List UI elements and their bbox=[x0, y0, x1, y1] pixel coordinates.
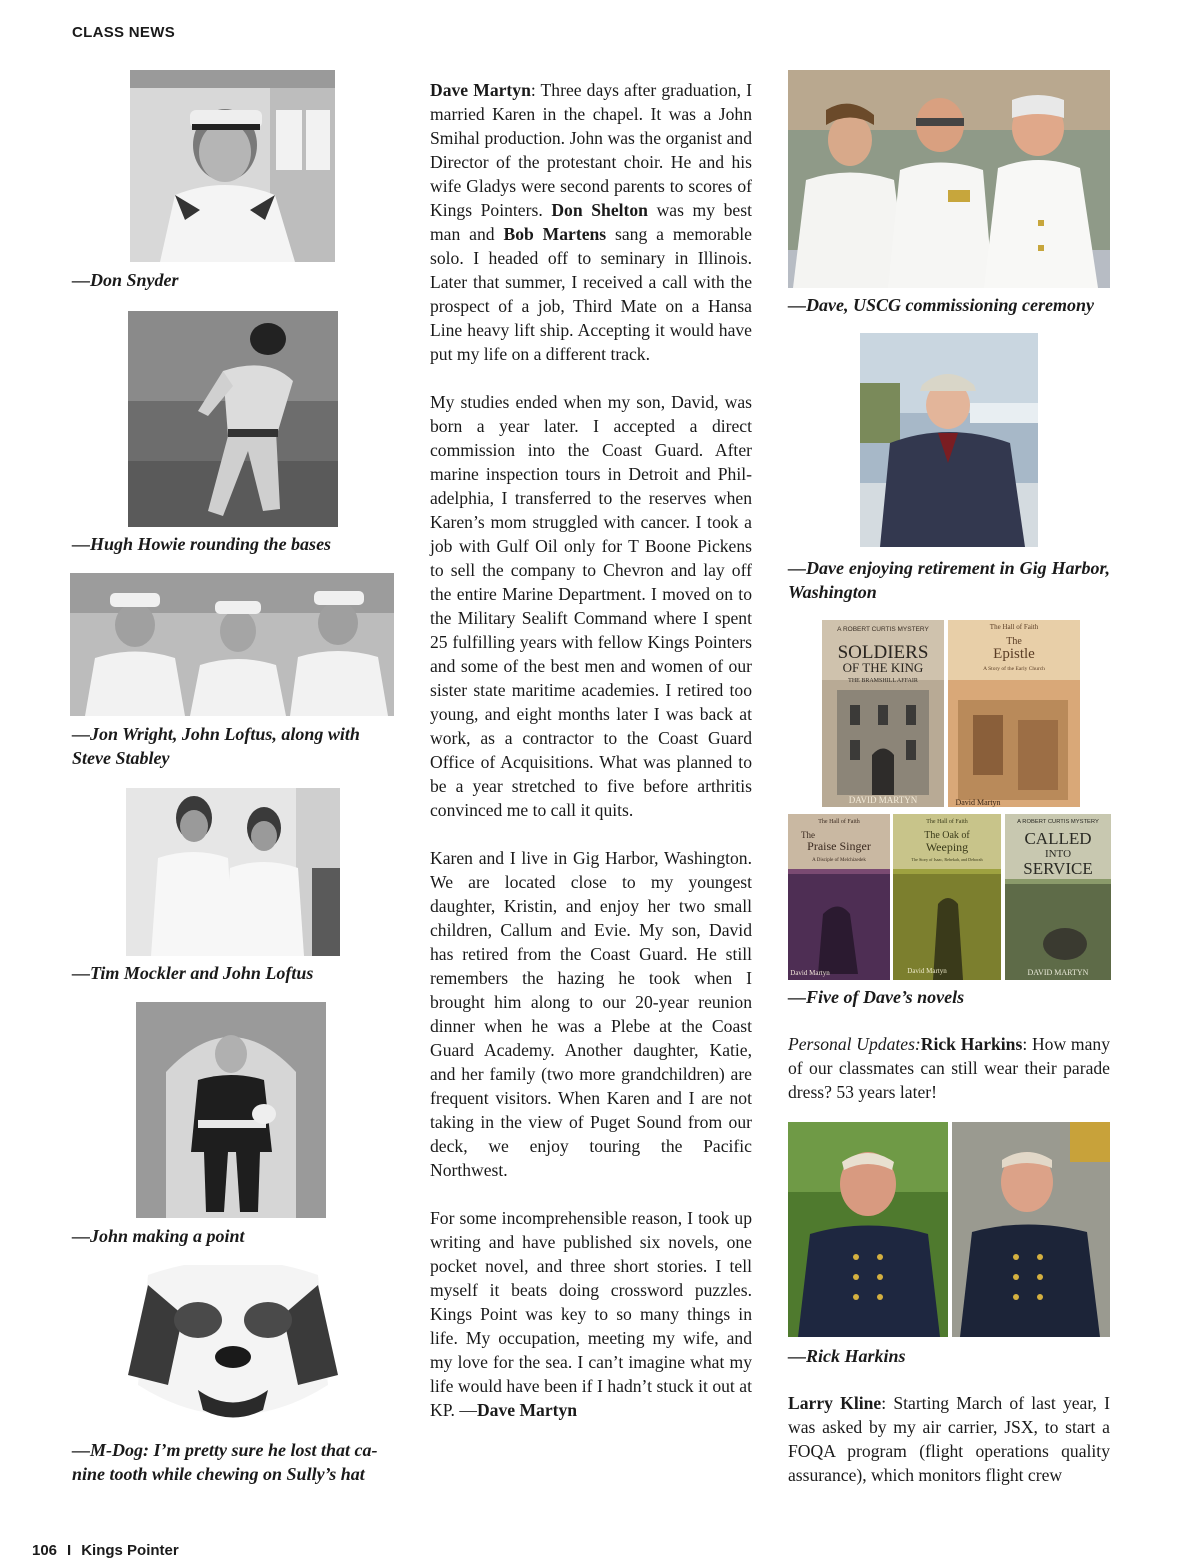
footer-separator: I bbox=[67, 1542, 72, 1559]
caption-tim-and-john: —Tim Mockler and John Loftus bbox=[72, 963, 314, 983]
book-5-series: A ROBERT CURTIS MYSTERY bbox=[1017, 819, 1099, 825]
publication-name: Kings Pointer bbox=[81, 1542, 179, 1559]
article-column bbox=[430, 78, 752, 1446]
p1-run-0: Dave Martyn bbox=[430, 80, 531, 100]
book-5-title3: SERVICE bbox=[1023, 859, 1093, 878]
book-cover-the-praise-singer bbox=[788, 814, 890, 980]
book-3-subtitle: A Disciple of Melchizedek bbox=[812, 858, 866, 863]
book-1-title2: OF THE KING bbox=[842, 660, 924, 675]
section-label: CLASS NEWS bbox=[72, 24, 176, 41]
photo-don-snyder bbox=[130, 70, 335, 262]
article-paragraph-4 bbox=[430, 1206, 752, 1422]
p4-run-0: For some incomprehensible reason, I took up writing and have published six novels, one pocket novel, and three short stories. I tell myself it beats doing crossword puzzles. Kings Point was key to so many things in life. My occupation, meeting my wife, and my love for the sea. I can’t imagine what my life would have been if I hadn’t stuck it out at KP. — bbox=[430, 1208, 752, 1420]
personal-updates-name: Rick Harkins bbox=[920, 1034, 1023, 1054]
book-5-title1: CALLED bbox=[1024, 829, 1092, 848]
personal-updates bbox=[788, 1032, 1110, 1104]
book-5-author: DAVID MARTYN bbox=[1027, 968, 1089, 977]
book-2-title1: The bbox=[1006, 636, 1022, 647]
photo-rick-harkins-1 bbox=[788, 1122, 948, 1337]
photo-tim-and-john bbox=[126, 788, 340, 956]
book-cover-soldiers-of-the-king bbox=[822, 620, 944, 807]
p4-run-1: Dave Martyn bbox=[476, 1400, 578, 1420]
caption-dave-gig-harbor: —Dave enjoying retirement in Gig Harbor, Washington bbox=[788, 558, 1110, 602]
p1-run-1: : Three days after graduation, I married Karen in the chapel. It was a John Smihal production. John was the organist and Director of the protestant choir. He and his wife Gladys were second parents to scores of Kings Pointers. bbox=[430, 80, 752, 220]
photo-hugh-howie bbox=[128, 311, 338, 527]
book-4-title1: The Oak of bbox=[924, 830, 970, 841]
article-paragraph-2: My studies ended when my son, David, was born a year later. I accepted a direct commission into the Coast Guard. After marine inspection tours in Detroit and Philadelphia, I transferred to the reserves when Karen’s mom struggled with cancer. I took a job with Gulf Oil only for T Boone Pickens to sell the company to Chevron and lay off the entire Marine Department. I moved on to the Military Sealift Command where I spent 25 fulfilling years with fellow Kings Pointers and some of the best men and women of our sister state maritime academies. I retired too young, and eight months later I was back at work, as a contractor to the Coast Guard Office of Acquisitions. What was planned to be a year stretched to five before arthritis convinced me to call it quits. bbox=[430, 392, 752, 820]
caption-john-making-point: —John making a point bbox=[72, 1226, 245, 1246]
personal-updates-text: : How many of our classmates can still wear their parade dress? 53 years later! bbox=[788, 1034, 1110, 1102]
larry-kline-name: Larry Kline bbox=[788, 1393, 882, 1413]
book-4-author: David Martyn bbox=[907, 967, 947, 975]
p1-run-2: Don Shelton bbox=[551, 200, 648, 220]
caption-uscg-commissioning: —Dave, USCG commissioning ceremony bbox=[788, 295, 1094, 315]
book-cover-called-into-service bbox=[1005, 814, 1111, 980]
book-1-title1: SOLDIERS bbox=[837, 642, 929, 663]
book-4-title2: Weeping bbox=[925, 840, 969, 854]
book-2-title2: Epistle bbox=[993, 646, 1035, 662]
book-1-author: DAVID MARTYN bbox=[848, 795, 918, 805]
book-2-series: The Hall of Faith bbox=[989, 623, 1039, 631]
book-cover-the-oak-of-weeping bbox=[893, 814, 1001, 980]
book-2-author: David Martyn bbox=[955, 798, 1001, 807]
caption-don-snyder: —Don Snyder bbox=[72, 270, 179, 290]
caption-three-midshipmen-line1: —Jon Wright, John Loftus, along with bbox=[72, 724, 360, 744]
larry-kline-text: : Starting March of last year, I was asked by my air carrier, JSX, to start a FOQA program (flight operations quality assurance), which monitors flight crew bbox=[788, 1393, 1110, 1485]
p1-run-4: Bob Martens bbox=[503, 224, 607, 244]
book-3-title1: The bbox=[801, 830, 815, 840]
larry-kline-update bbox=[788, 1391, 1110, 1487]
book-3-author: David Martyn bbox=[790, 969, 830, 977]
book-3-series: The Hall of Faith bbox=[818, 819, 860, 825]
caption-hugh-howie: —Hugh Howie rounding the bases bbox=[72, 534, 332, 554]
caption-m-dog-line2: nine tooth while chewing on Sully’s hat bbox=[72, 1464, 365, 1484]
caption-three-midshipmen-line2: Steve Stabley bbox=[72, 748, 170, 768]
book-5-title2: INTO bbox=[1044, 848, 1072, 860]
caption-five-novels: —Five of Dave’s novels bbox=[788, 987, 965, 1007]
book-4-series: The Hall of Faith bbox=[926, 819, 968, 825]
personal-updates-label: Personal Updates: bbox=[788, 1034, 921, 1054]
photo-three-midshipmen bbox=[70, 573, 394, 716]
photo-john-making-point bbox=[136, 1002, 326, 1218]
p1-run-3: was my best man and bbox=[430, 200, 752, 244]
book-4-subtitle: The Story of Isaac, Rebekah, and Deborah bbox=[911, 857, 983, 862]
book-3-title2: Praise Singer bbox=[807, 839, 871, 853]
book-1-subtitle: THE BRAMSHILL AFFAIR bbox=[848, 678, 918, 684]
photo-rick-harkins-2 bbox=[952, 1122, 1110, 1337]
photo-uscg-commissioning bbox=[788, 70, 1110, 288]
photo-m-dog bbox=[128, 1265, 338, 1431]
book-1-series: A ROBERT CURTIS MYSTERY bbox=[837, 626, 929, 633]
article-paragraph-1 bbox=[430, 78, 752, 366]
p1-run-5: sang a memorable solo. I headed off to seminary in Illinois. Later that summer, I received a call with the prospect of a job, Third Mate on a Hansa Line heavy lift ship. Accepting it would have put my life on a different track. bbox=[430, 224, 752, 364]
page-footer bbox=[32, 1542, 179, 1559]
book-cover-the-epistle bbox=[948, 620, 1080, 807]
caption-rick-harkins: —Rick Harkins bbox=[788, 1346, 906, 1366]
photo-dave-gig-harbor bbox=[860, 333, 1038, 547]
book-2-subtitle: A Story of the Early Church bbox=[983, 666, 1045, 672]
caption-m-dog-line1: —M-Dog: I’m pretty sure he lost that ca- bbox=[72, 1440, 378, 1460]
page-number: 106 bbox=[32, 1542, 58, 1559]
article-paragraph-3: Karen and I live in Gig Harbor, Washington. We are located close to my youngest daughter, Kristin, and enjoy her two small children, Callum and Evie. My son, David has retired from the Coast Guard. He still remembers the hazing he took when I brought him along to our 20-year reunion dinner when he was a Plebe at the Coast Guard Academy. Another daughter, Katie, and her family (two more grandchildren) are frequent visitors. When Karen and I are not taking in the view of Puget Sound from our deck, we enjoy touring the Pacific Northwest. bbox=[430, 848, 752, 1180]
